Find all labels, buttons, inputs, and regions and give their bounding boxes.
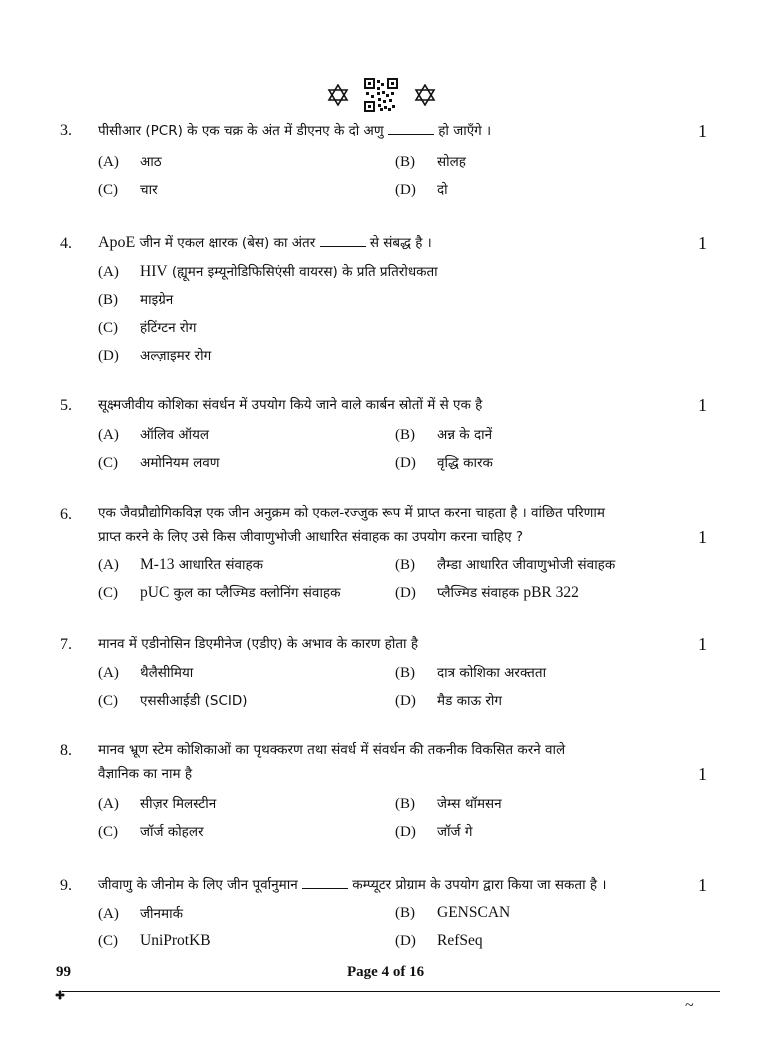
option: (C) अमोनियम लवण (98, 455, 220, 471)
question-text: सूक्ष्मजीवीय कोशिका संवर्धन में उपयोग किये जाने वाले कार्बन स्रोतों में से एक है (98, 397, 483, 413)
question-marks: 1 (698, 233, 707, 253)
question-marks: 1 (698, 634, 707, 654)
option: (C) एससीआईडी (SCID) (98, 693, 248, 709)
question-marks: 1 (698, 121, 707, 141)
question-text: ApoE जीन में एकल क्षारक (बेस) का अंतर से संबद्ध है । (98, 234, 432, 251)
question-number: 8. (60, 742, 72, 759)
paper-code: 99 (56, 964, 71, 980)
option: (B) जेम्स थॉमसन (395, 796, 502, 812)
option: (B) माइग्रेन (98, 292, 174, 308)
option: (D) प्लैज्मिड संवाहक pBR 322 (395, 584, 579, 601)
question-text: मानव भ्रूण स्टेम कोशिकाओं का पृथक्करण तथा संवर्ध में संवर्धन की तकनीक विकसित करने वाले (98, 742, 566, 758)
flower-icon (55, 985, 65, 1004)
option: (D) RefSeq (395, 932, 483, 949)
answer-blank (388, 122, 434, 135)
question-number: 3. (60, 122, 72, 139)
qr-code-icon (364, 78, 398, 112)
question-marks: 1 (698, 527, 707, 547)
question-number: 4. (60, 235, 72, 252)
option: (C) pUC कुल का प्लैज्मिड क्लोनिंग संवाहक (98, 584, 341, 601)
option: (D) दो (395, 182, 448, 198)
option: (A) थैलैसीमिया (98, 665, 194, 681)
option: (A) जीनमार्क (98, 906, 183, 922)
option: (B) लैम्डा आधारित जीवाणुभोजी संवाहक (395, 557, 616, 573)
question-number: 7. (60, 636, 72, 653)
option: (C) UniProtKB (98, 932, 211, 949)
question-number: 5. (60, 397, 72, 414)
question-text: प्राप्त करने के लिए उसे किस जीवाणुभोजी आधारित संवाहक का उपयोग करना चाहिए ? (98, 529, 524, 545)
option: (C) जॉर्ज कोहलर (98, 824, 204, 840)
answer-blank (302, 876, 348, 889)
option: (D) मैड काऊ रोग (395, 693, 502, 709)
star-of-david-icon (414, 84, 436, 106)
option: (A) M-13 आधारित संवाहक (98, 556, 264, 573)
option: (D) जॉर्ज गे (395, 824, 473, 840)
page-number: Page 4 of 16 (347, 964, 425, 980)
option: (B) दात्र कोशिका अरक्तता (395, 665, 547, 681)
question-text: पीसीआर (PCR) के एक चक्र के अंत में डीएनए के दो अणु हो जाएँगे । (98, 123, 492, 139)
question-marks: 1 (698, 764, 707, 784)
question-text: एक जैवप्रौद्योगिकविज्ञ एक जीन अनुक्रम को एकल-रज्जुक रूप में प्राप्त करना चाहता है । वांछित परिणाम (98, 505, 605, 521)
option: (A) HIV (ह्यूमन इम्यूनोडिफिसिएंसी वायरस) के प्रति प्रतिरोधकता (98, 263, 438, 280)
option: (B) अन्न के दानें (395, 427, 493, 443)
question-marks: 1 (698, 395, 707, 415)
question-text: वैज्ञानिक का नाम है (98, 766, 192, 782)
question-text: जीवाणु के जीनोम के लिए जीन पूर्वानुमान कम्प्यूटर प्रोग्राम के उपयोग द्वारा किया जा सकता है । (98, 877, 607, 893)
option: (D) वृद्धि कारक (395, 455, 493, 471)
option: (A) ऑलिव ऑयल (98, 427, 210, 443)
corner-mark: ~ (685, 997, 694, 1014)
option: (A) आठ (98, 154, 162, 170)
option: (B) GENSCAN (395, 904, 511, 921)
question-text: मानव में एडीनोसिन डिएमीनेज (एडीए) के अभाव के कारण होता है (98, 636, 419, 652)
question-number: 9. (60, 877, 72, 894)
option: (C) हंटिंग्टन रोग (98, 320, 197, 336)
answer-blank (320, 234, 366, 247)
question-marks: 1 (698, 875, 707, 895)
footer-rule (62, 991, 720, 992)
star-of-david-icon (327, 84, 349, 106)
question-number: 6. (60, 506, 72, 523)
option: (B) सोलह (395, 154, 466, 170)
option: (D) अल्ज़ाइमर रोग (98, 348, 212, 364)
option: (A) सीज़र मिलस्टीन (98, 796, 217, 812)
option: (C) चार (98, 182, 158, 198)
